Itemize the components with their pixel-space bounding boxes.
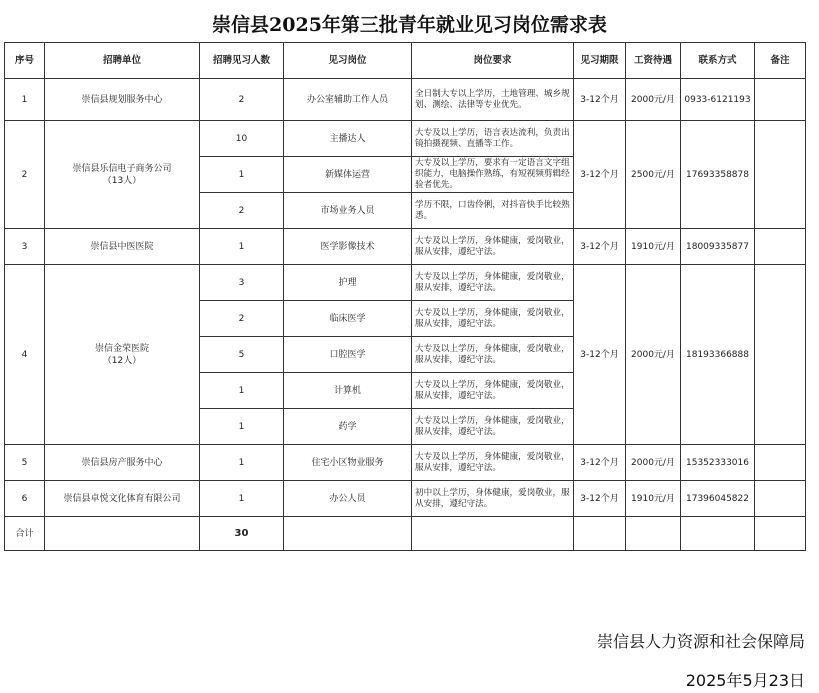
employer-name: 崇信县中医医院 (45, 229, 200, 265)
col-header-remarks: 备注 (755, 43, 806, 79)
contact: 18009335877 (681, 229, 755, 265)
contact: 18193366888 (681, 265, 755, 445)
table-row (5, 121, 806, 157)
position-title: 口腔医学 (284, 337, 412, 373)
position-count: 2 (200, 301, 284, 337)
col-header-period: 见习期限 (574, 43, 626, 79)
position-requirements: 初中以上学历，身体健康，爱岗敬业，服从安排，遵纪守法。 (412, 481, 574, 517)
remarks (755, 79, 806, 121)
employer-headcount: （13人） (102, 175, 142, 186)
position-title: 办公人员 (284, 481, 412, 517)
remarks (755, 229, 806, 265)
total-empty (681, 517, 755, 551)
contact: 15352333016 (681, 445, 755, 481)
table-row (5, 79, 806, 121)
position-title: 主播达人 (284, 121, 412, 157)
position-requirements: 大专及以上学历，身体健康，爱岗敬业，服从安排，遵纪守法。 (412, 229, 574, 265)
position-requirements: 大专及以上学历，身体健康，爱岗敬业，服从安排，遵纪守法。 (412, 301, 574, 337)
page-title: 崇信县2025年第三批青年就业见习岗位需求表 (212, 14, 607, 36)
employer-name: 崇信县规划服务中心 (45, 79, 200, 121)
period: 3-12个月 (574, 445, 626, 481)
position-count: 3 (200, 265, 284, 301)
table-row (5, 445, 806, 481)
employer-name-main: 崇信县乐信电子商务公司 (72, 163, 172, 174)
contact: 17396045822 (681, 481, 755, 517)
remarks (755, 121, 806, 229)
issue-date: 2025年5月23日 (685, 671, 805, 690)
position-title: 市场业务人员 (284, 193, 412, 229)
period: 3-12个月 (574, 481, 626, 517)
position-requirements: 学历不限，口齿伶俐，对抖音快手比较熟悉。 (412, 193, 574, 229)
position-requirements: 大专及以上学历，身体健康，爱岗敬业，服从安排，遵纪守法。 (412, 337, 574, 373)
table-row (5, 229, 806, 265)
period: 3-12个月 (574, 79, 626, 121)
row-no: 3 (5, 229, 45, 265)
position-count: 1 (200, 373, 284, 409)
position-title: 医学影像技术 (284, 229, 412, 265)
total-empty (412, 517, 574, 551)
pay: 1910元/月 (626, 229, 681, 265)
position-count: 1 (200, 481, 284, 517)
position-title: 药学 (284, 409, 412, 445)
position-count: 2 (200, 79, 284, 121)
pay: 2000元/月 (626, 445, 681, 481)
position-title: 护理 (284, 265, 412, 301)
row-no: 4 (5, 265, 45, 445)
position-requirements: 大专及以上学历，身体健康，爱岗敬业，服从安排，遵纪守法。 (412, 445, 574, 481)
remarks (755, 481, 806, 517)
total-empty (755, 517, 806, 551)
position-title: 新媒体运营 (284, 157, 412, 193)
row-no: 6 (5, 481, 45, 517)
jobs-table (4, 42, 806, 551)
employer-name-main: 崇信金荣医院 (94, 343, 149, 354)
pay: 1910元/月 (626, 481, 681, 517)
employer-name: 崇信县房产服务中心 (45, 445, 200, 481)
employer-name: 崇信县卓悦文化体育有限公司 (45, 481, 200, 517)
total-empty (284, 517, 412, 551)
employer-name (45, 121, 200, 229)
position-requirements: 全日制大专以上学历，土地管理、城乡规划、测绘、法律等专业优先。 (412, 79, 574, 121)
position-count: 1 (200, 445, 284, 481)
period: 3-12个月 (574, 229, 626, 265)
total-count: 30 (200, 517, 284, 551)
pay: 2000元/月 (626, 79, 681, 121)
col-header-contact: 联系方式 (681, 43, 755, 79)
position-requirements: 大专及以上学历，语言表达流利，负责出镜拍摄视频、直播等工作。 (412, 121, 574, 157)
position-title: 办公室辅助工作人员 (284, 79, 412, 121)
position-count: 5 (200, 337, 284, 373)
total-empty (626, 517, 681, 551)
col-header-position: 见习岗位 (284, 43, 412, 79)
position-title: 临床医学 (284, 301, 412, 337)
col-header-employer: 招聘单位 (45, 43, 200, 79)
pay: 2500元/月 (626, 121, 681, 229)
position-count: 2 (200, 193, 284, 229)
col-header-no: 序号 (5, 43, 45, 79)
total-empty (574, 517, 626, 551)
table-row (5, 481, 806, 517)
position-count: 1 (200, 157, 284, 193)
period: 3-12个月 (574, 265, 626, 445)
pay: 2000元/月 (626, 265, 681, 445)
table-row (5, 265, 806, 301)
position-requirements: 大专及以上学历，身体健康，爱岗敬业，服从安排，遵纪守法。 (412, 373, 574, 409)
total-empty (45, 517, 200, 551)
row-no: 5 (5, 445, 45, 481)
position-count: 10 (200, 121, 284, 157)
remarks (755, 265, 806, 445)
row-no: 2 (5, 121, 45, 229)
issuing-organization: 崇信县人力资源和社会保障局 (596, 632, 805, 651)
col-header-count: 招聘见习人数 (200, 43, 284, 79)
position-title: 住宅小区物业服务 (284, 445, 412, 481)
position-count: 1 (200, 409, 284, 445)
total-label: 合计 (5, 517, 45, 551)
header-row (5, 43, 806, 79)
col-header-requirements: 岗位要求 (412, 43, 574, 79)
total-row (5, 517, 806, 551)
row-no: 1 (5, 79, 45, 121)
contact: 0933-6121193 (681, 79, 755, 121)
contact: 17693358878 (681, 121, 755, 229)
position-count: 1 (200, 229, 284, 265)
position-requirements: 大专及以上学历，要求有一定语言文字组织能力，电脑操作熟练，有短视频剪辑经验者优先。 (412, 157, 574, 193)
position-title: 计算机 (284, 373, 412, 409)
employer-name (45, 265, 200, 445)
position-requirements: 大专及以上学历，身体健康，爱岗敬业，服从安排，遵纪守法。 (412, 265, 574, 301)
period: 3-12个月 (574, 121, 626, 229)
col-header-pay: 工资待遇 (626, 43, 681, 79)
employer-headcount: （12人） (102, 355, 142, 366)
position-requirements: 大专及以上学历，身体健康，爱岗敬业，服从安排，遵纪守法。 (412, 409, 574, 445)
remarks (755, 445, 806, 481)
